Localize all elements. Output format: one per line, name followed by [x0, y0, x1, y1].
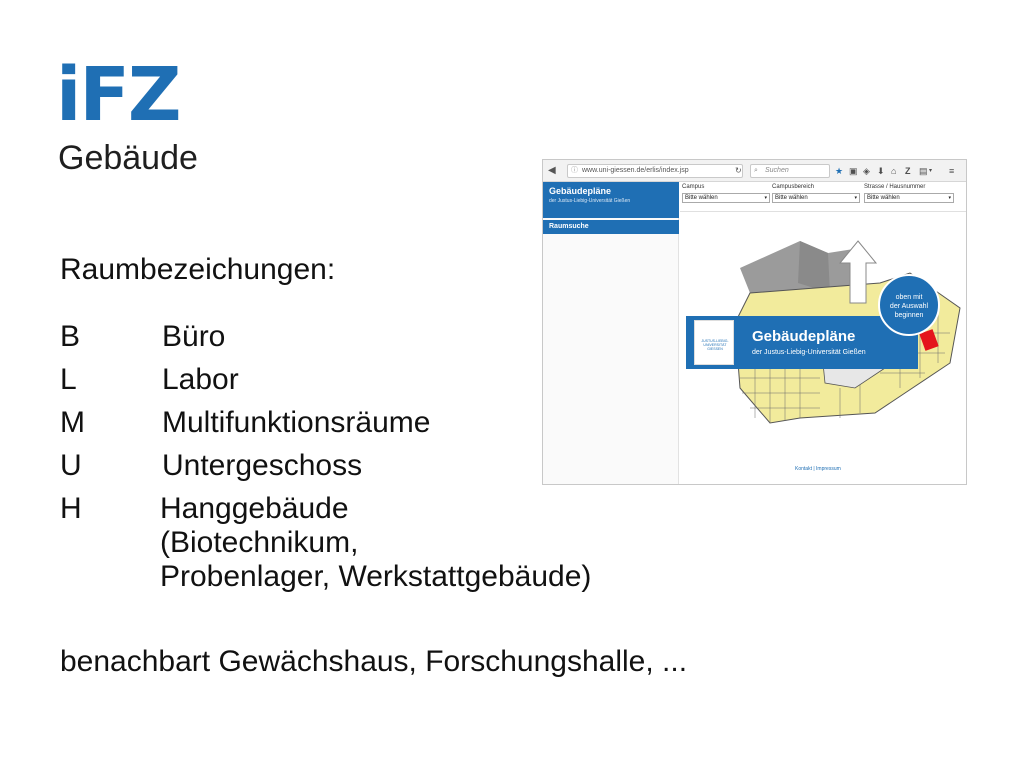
abbreviation-row-b [60, 320, 460, 356]
campusbereich-select[interactable] [772, 193, 860, 203]
filter-label-campusbereich: Campusbereich [772, 184, 815, 190]
reload-icon[interactable]: ↻ [735, 166, 742, 175]
back-icon[interactable]: ◀ [548, 165, 556, 176]
abbreviation-code: H [60, 492, 82, 525]
abbreviation-row-m [60, 406, 480, 442]
reader-icon[interactable]: ▤ [919, 166, 928, 176]
abbreviation-row-h [60, 492, 660, 596]
filter-label-strasse: Strasse / Hausnummer [864, 184, 926, 190]
overflow-chevron-icon[interactable]: ▾ [929, 168, 933, 174]
abbreviation-description-line-3: Probenlager, Werkstattgebäude) [160, 560, 592, 593]
building-plans-banner [686, 316, 918, 369]
chevron-down-icon: ▾ [948, 195, 951, 201]
campus-select-value: Bitte wählen [685, 195, 718, 201]
abbreviation-code: B [60, 320, 81, 353]
chevron-down-icon: ▾ [854, 195, 857, 201]
banner-subtitle: der Justus-Liebig-Universität Gießen [752, 349, 866, 356]
filter-label-campus: Campus [682, 184, 705, 190]
abbreviation-code: L [60, 363, 77, 396]
abbreviation-row-u [60, 449, 460, 485]
strasse-select-value: Bitte wählen [867, 195, 900, 201]
campus-select[interactable] [682, 193, 770, 203]
neighbouring-buildings-note: benachbart Gewächshaus, Forschungshalle, ... [60, 645, 688, 678]
section-heading: Raumbezeichungen: [60, 253, 336, 286]
start-hint-badge [878, 274, 940, 336]
info-icon: ⓘ [571, 167, 578, 174]
pocket-icon[interactable]: ◈ [863, 166, 870, 176]
abbreviation-description-line-2: (Biotechnikum, [160, 526, 359, 559]
zotero-icon[interactable]: Z [905, 166, 911, 176]
strasse-select[interactable] [864, 193, 954, 203]
app-sidebar [543, 182, 679, 485]
abbreviation-description: Multifunktionsräume [162, 406, 431, 439]
building-plan-screenshot [542, 159, 967, 485]
abbreviation-description: Büro [162, 320, 226, 353]
sidebar-item-raumsuche[interactable]: Raumsuche [543, 220, 679, 234]
ifz-logo: iFZ [56, 52, 180, 138]
badge-line-3: beginnen [894, 312, 924, 319]
filter-bar [680, 182, 967, 212]
badge-line-1: oben mit [895, 294, 923, 301]
abbreviation-row-l [60, 363, 460, 399]
sidebar-subtitle: der Justus-Liebig-Universität Gießen [549, 198, 631, 204]
clipboard-icon[interactable]: ▣ [849, 166, 858, 176]
menu-icon[interactable]: ≡ [949, 166, 955, 176]
search-placeholder: Suchen [765, 167, 789, 174]
abbreviation-code: U [60, 449, 82, 482]
badge-line-2: der Auswahl [889, 303, 929, 310]
campusbereich-select-value: Bitte wählen [775, 195, 808, 201]
sidebar-header [543, 182, 679, 218]
sidebar-title: Gebäudepläne [549, 186, 612, 196]
search-bar[interactable] [750, 164, 830, 178]
banner-title: Gebäudepläne [752, 328, 856, 345]
home-icon[interactable]: ⌂ [891, 166, 897, 176]
chevron-down-icon: ▾ [764, 195, 767, 201]
download-icon[interactable]: ⬇ [877, 166, 885, 176]
university-logo [694, 320, 734, 365]
bookmark-star-icon[interactable]: ★ [835, 166, 844, 176]
browser-toolbar [543, 160, 966, 182]
slide-subtitle: Gebäude [58, 139, 198, 177]
footer-links[interactable]: Kontakt | Impressum [795, 466, 841, 472]
university-logo-text: JUSTUS-LIEBIG-UNIVERSITÄT GIESSEN [701, 339, 729, 351]
abbreviation-description: Untergeschoss [162, 449, 363, 482]
abbreviation-code: M [60, 406, 85, 439]
abbreviation-description: Labor [162, 363, 239, 396]
url-bar[interactable] [567, 164, 743, 178]
url-text: www.uni-giessen.de/erlis/index.jsp [582, 167, 689, 174]
abbreviation-description-line-1: Hanggebäude [160, 492, 349, 525]
search-icon: ⌕ [754, 167, 758, 174]
